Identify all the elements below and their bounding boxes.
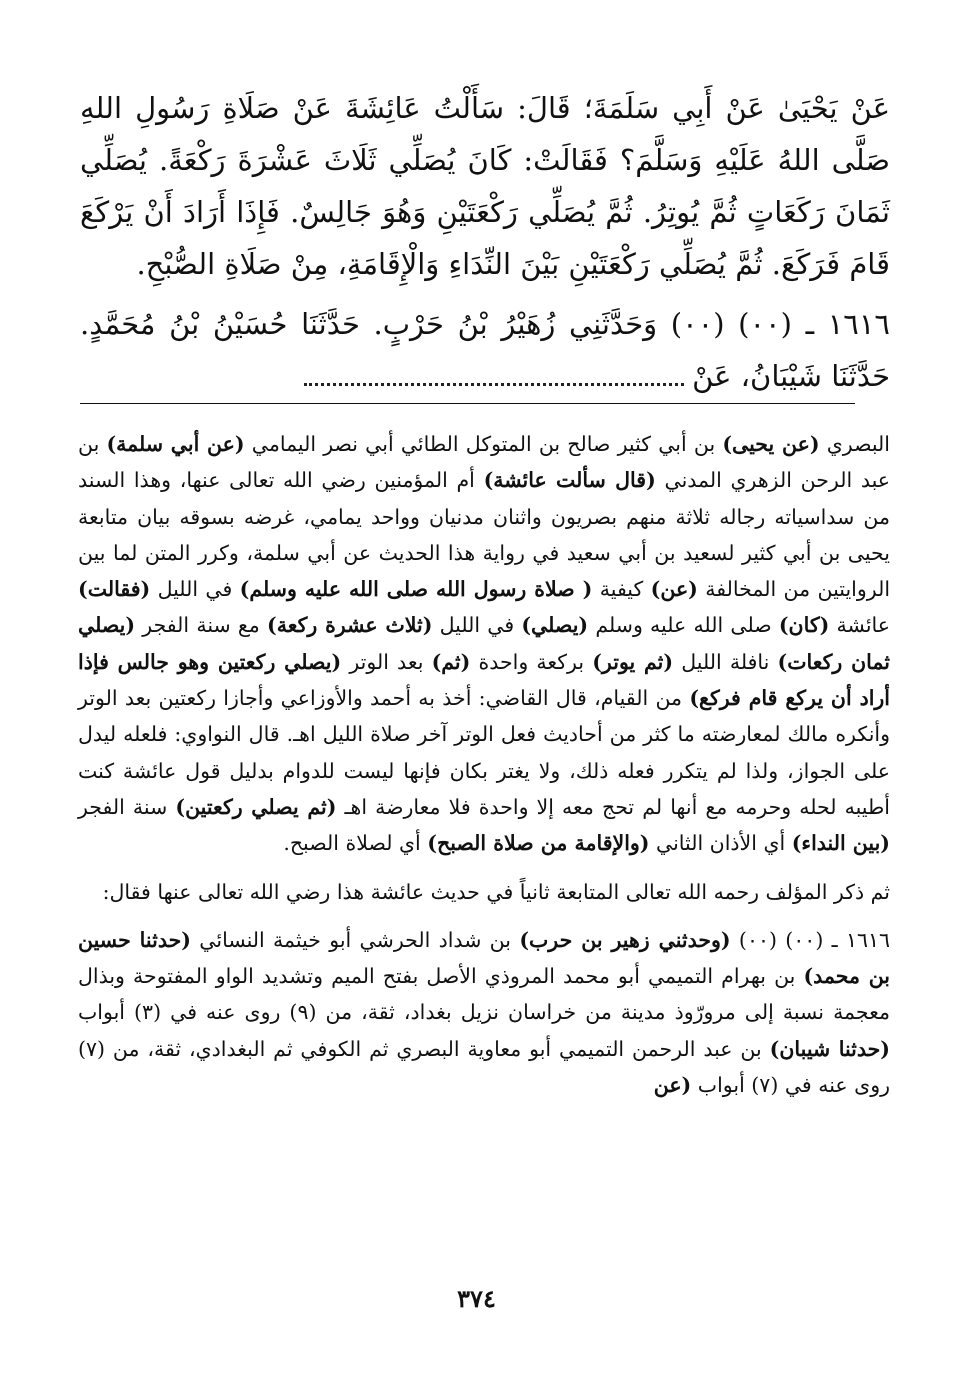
text-run: أم المؤمنين رضي الله تعالى عنها، وهذا السند من سداسياته رجاله ثلاثة منهم بصريون واثنان مدنيان وواحد يمامي، غرضه بسوقه بيان متابعة يحيى بن أبي كثير لسعيد بن أبي سعيد في رواية هذا الحديث عن أبي سلمة، وكرر المتن لما بين الروايتين من المخالفة xyxy=(78,468,891,602)
bold-quote: (كان) xyxy=(778,613,830,638)
text-run: عائشة xyxy=(829,613,890,638)
text-run: بن عبد الرحن الزهري المدني xyxy=(78,432,891,493)
text-run: أي الأذان الثاني xyxy=(649,831,792,856)
bold-quote: (حدثنا حسين بن محمد) xyxy=(78,927,890,989)
page-number: ٣٧٤ xyxy=(457,1284,496,1313)
text-run: مع سنة الفجر xyxy=(135,613,267,638)
hadith-paragraph xyxy=(80,298,890,402)
text-run: أي لصلاة الصبح. xyxy=(283,831,428,856)
bold-quote: (ثم يوتر) xyxy=(592,649,674,674)
bold-quote: (يصلي ثمان ركعات) xyxy=(78,613,890,674)
text-run: صلى الله عليه وسلم xyxy=(588,613,779,638)
bold-quote: (عن يحيى) xyxy=(722,432,820,456)
text-run: في الليل xyxy=(432,613,522,638)
text-run: بن بهرام التميمي أبو محمد المروذي الأصل بفتح الميم وتشديد الواو المفتوحة وبذال معجمة نسبة إلى مرورّوذ مدينة من خراسان نزيل بغداد، ثقة، من (٩) روى عنه في (٣) أبواب xyxy=(78,964,891,1025)
commentary-text xyxy=(78,426,890,1103)
bold-quote: (يصلي) xyxy=(521,613,589,638)
bold-quote: (بين النداء) xyxy=(791,831,890,856)
hadith-text xyxy=(80,82,890,402)
footnote-separator xyxy=(80,403,855,404)
text-run: بعد الوتر xyxy=(341,649,432,674)
bold-quote: (عن xyxy=(653,1073,692,1098)
text-run: بن أبي كثير صالح بن المتوكل الطائي أبي نصر اليمامي xyxy=(244,432,723,456)
bold-quote: (عن أبي سلمة) xyxy=(106,432,245,456)
text-run: نافلة الليل xyxy=(673,649,778,674)
bold-quote: (قال سألت عائشة) xyxy=(483,468,656,493)
commentary-paragraph xyxy=(78,426,890,862)
hadith-paragraph: عَنْ يَحْيَىٰ عَنْ أَبِي سَلَمَةَ؛ قَالَ: سَأَلْتُ عَائِشَةَ عَنْ صَلَاةِ رَسُولِ اللهِ صَلَّى اللهُ عَلَيْهِ وَسَلَّمَ؟ فَقَالَتْ: كَانَ يُصَلِّي ثَلَاثَ عَشْرَةَ رَكْعَةً. يُصَلِّي ثَمَانَ رَكَعَاتٍ ثُمَّ يُوتِرُ. ثُمَّ يُصَلِّي رَكْعَتَيْنِ وَهُوَ جَالِسٌ. فَإِذَا أَرَادَ أَنْ يَرْكَعَ قَامَ فَرَكَعَ. ثُمَّ يُصَلِّي رَكْعَتَيْنِ بَيْنَ النِّدَاءِ وَالْإِقَامَةِ، مِنْ صَلَاةِ الصُّبْحِ. xyxy=(80,91,890,281)
bold-quote: (ثلاث عشرة ركعة) xyxy=(267,613,433,638)
text-run: البصري xyxy=(819,432,890,456)
bold-quote: (والإقامة من صلاة الصبح) xyxy=(427,831,650,856)
bold-quote: (وحدثني زهير بن حرب) xyxy=(519,927,731,952)
bold-quote: (يصلي ركعتين وهو جالس فإذا أراد أن يركع قام فركع) xyxy=(78,649,890,711)
text-run: بن عبد الرحمن التميمي أبو معاوية البصري ثم الكوفي ثم البغدادي، ثقة، من (٧) روى عنه في (٧) أبواب xyxy=(78,1036,890,1098)
text-run: ثم ذكر المؤلف رحمه الله تعالى المتابعة ثانياً في حديث عائشة هذا رضي الله تعالى عنها فقال: xyxy=(102,879,890,904)
text-run: ١٦١٦ ـ (٠٠) (٠٠) xyxy=(730,927,890,952)
text-run: من القيام، قال القاضي: أخذ به أحمد والأوزاعي وأجازا ركعتين بعد الوتر وأنكره مالك لمعارضته ما كثر من أحاديث فعل الوتر آخر صلاة الليل اهـ. قال النواوي: فلعله ليدل على الجواز، ولذا لم يتكرر فعله ذلك، ولا يغتر بكان فإنها ليست للدوام بدليل قول عائشة كنت أطيبه لحله وحرمه مع أنها لم تحج معه إلا واحدة فلا معارضة اهـ xyxy=(78,686,890,819)
bold-quote: (عن) xyxy=(650,577,698,602)
text-run: كيفية xyxy=(592,577,651,602)
text-run: بركعة واحدة xyxy=(470,649,593,674)
commentary-paragraph xyxy=(78,874,890,910)
bold-quote: (حدثنا شيبان) xyxy=(769,1036,890,1061)
bold-quote: ( صلاة رسول الله صلى الله عليه وسلم) xyxy=(239,577,593,602)
text-run: سنة الفجر xyxy=(78,794,176,819)
bold-quote: (ثم) xyxy=(431,649,471,674)
text-run: في الليل xyxy=(150,577,240,602)
bold-quote: (فقالت) xyxy=(78,577,151,602)
hadith-chain: ١٦١٦ ـ (٠٠) (٠٠) وَحَدَّثَنِي زُهَيْرُ بْنُ حَرْبٍ. حَدَّثَنَا حُسَيْنُ بْنُ مُحَمَّدٍ. حَدَّثَنَا شَيْبَانُ، عَنْ xyxy=(80,307,890,393)
commentary-paragraph xyxy=(78,922,890,1103)
bold-quote: (ثم يصلي ركعتين) xyxy=(175,794,337,819)
dotted-line xyxy=(304,363,684,386)
text-run: بن شداد الحرشي أبو خيثمة النسائي xyxy=(190,927,520,952)
